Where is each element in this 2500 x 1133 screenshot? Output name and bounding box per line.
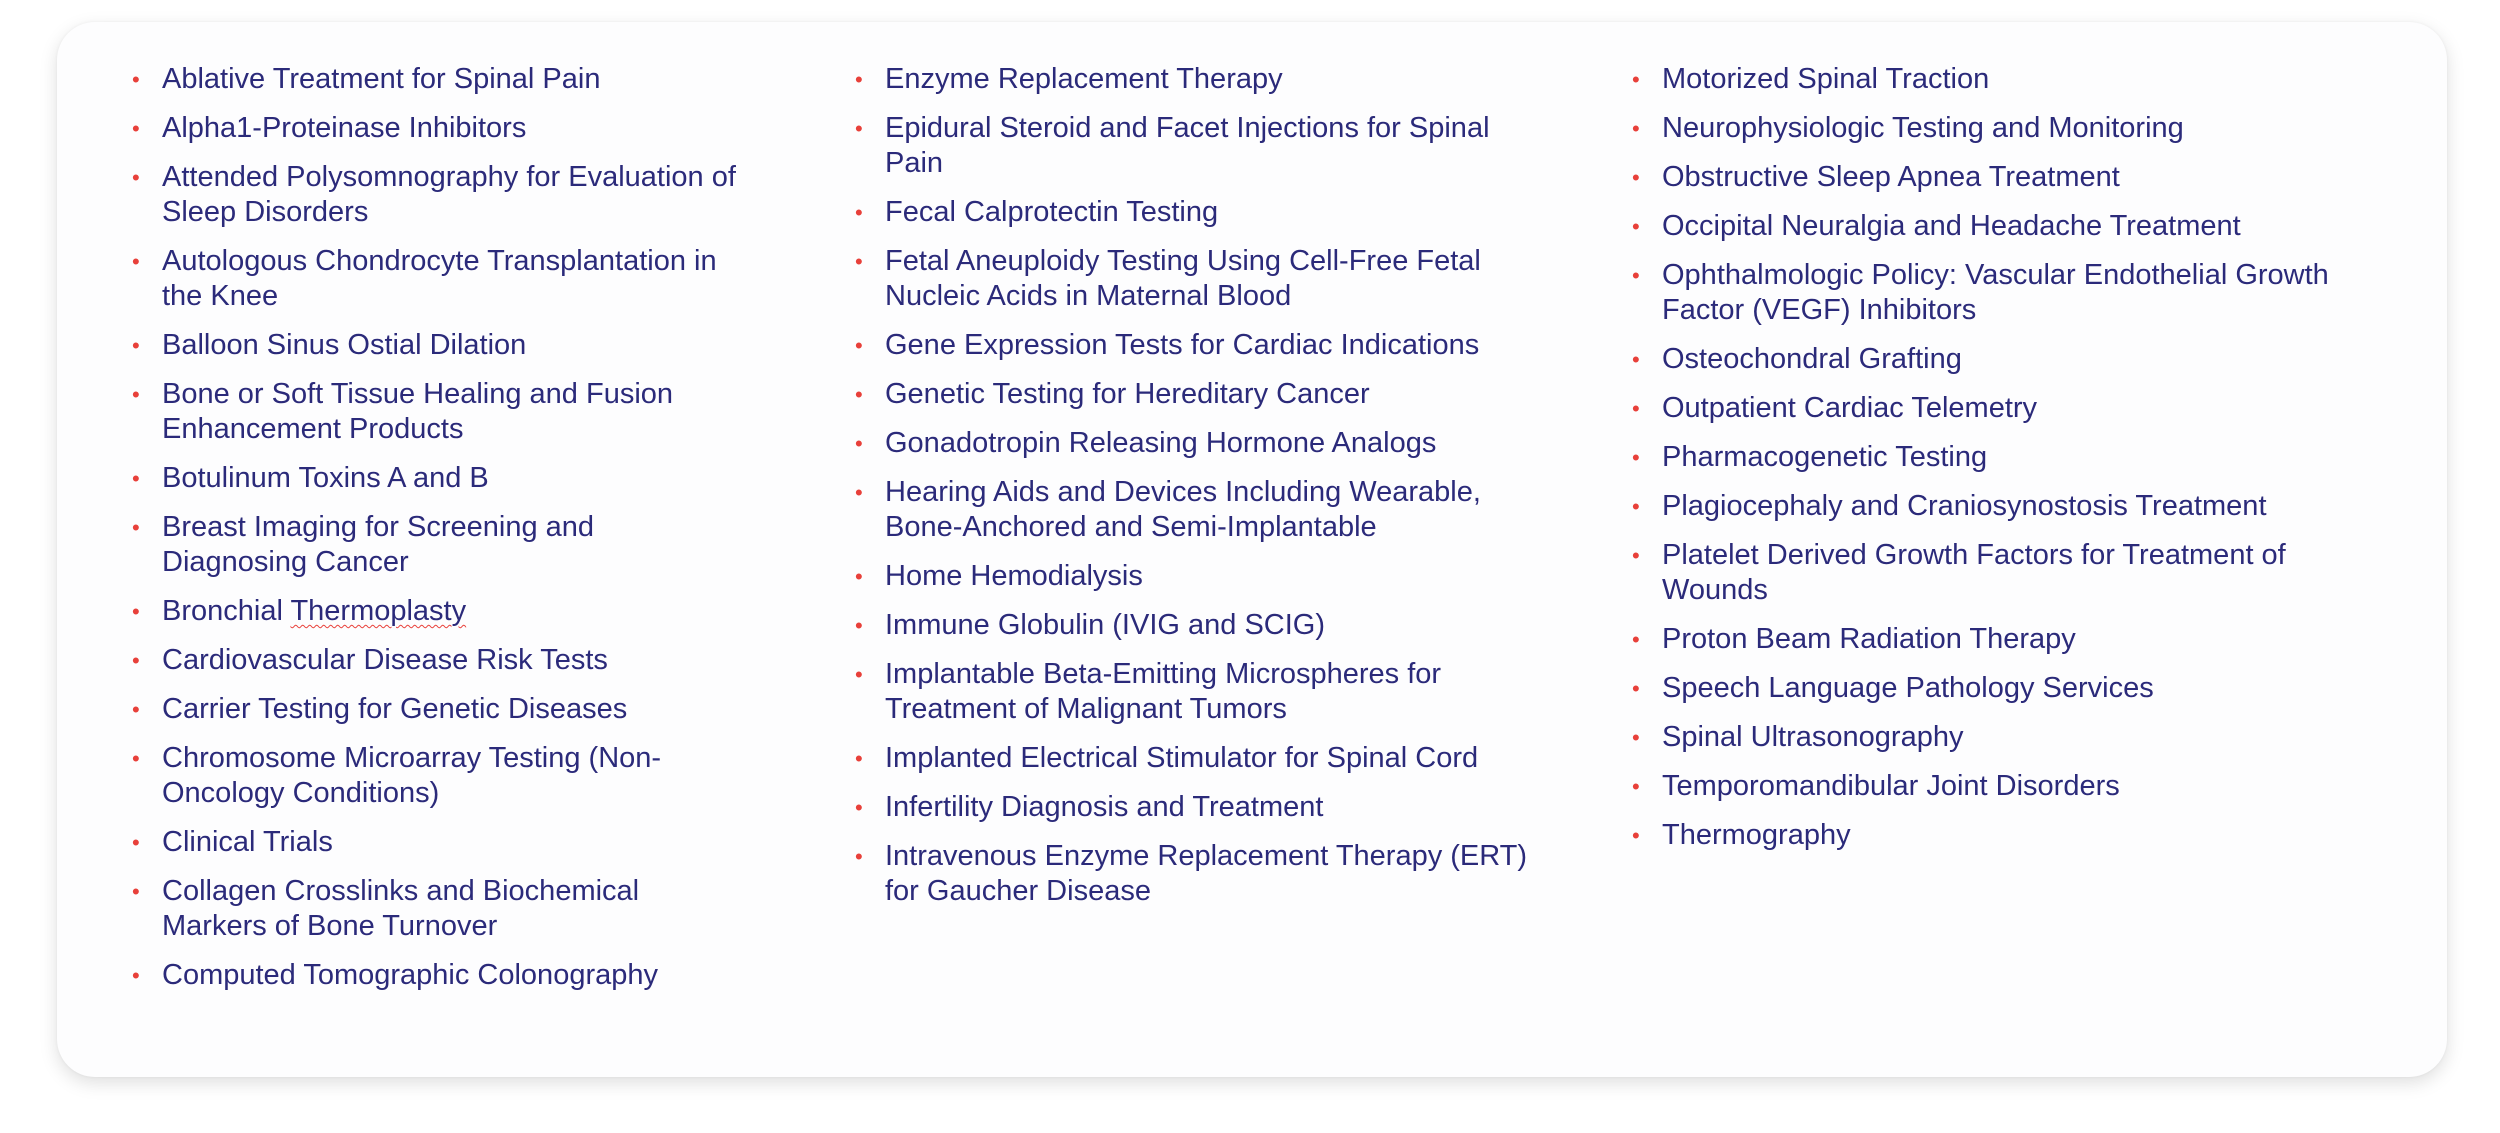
bullet-icon: • bbox=[1632, 263, 1640, 288]
policy-list-item[interactable] bbox=[132, 825, 742, 860]
policy-list-item[interactable] bbox=[132, 874, 742, 944]
bullet-icon: • bbox=[132, 963, 140, 988]
policy-link[interactable]: Autologous Chondrocyte Transplantation in the Knee bbox=[162, 245, 717, 312]
policy-list-item[interactable] bbox=[1632, 258, 2342, 328]
policy-link[interactable]: Genetic Testing for Hereditary Cancer bbox=[885, 378, 1370, 410]
policy-link[interactable]: Cardiovascular Disease Risk Tests bbox=[162, 644, 608, 676]
bullet-icon: • bbox=[855, 844, 863, 869]
policy-link[interactable]: Immune Globulin (IVIG and SCIG) bbox=[885, 609, 1325, 641]
policy-list-item[interactable] bbox=[855, 62, 1535, 97]
policy-link[interactable]: Intravenous Enzyme Replacement Therapy (ERT) for Gaucher Disease bbox=[885, 840, 1528, 907]
policy-link[interactable]: Chromosome Microarray Testing (Non-Oncology Conditions) bbox=[162, 742, 662, 809]
policy-list-card bbox=[57, 22, 2447, 1077]
policy-link[interactable]: Fetal Aneuploidy Testing Using Cell-Free Fetal Nucleic Acids in Maternal Blood bbox=[885, 245, 1481, 312]
policy-list-item[interactable] bbox=[132, 741, 742, 811]
policy-link[interactable]: Spinal Ultrasonography bbox=[1662, 721, 1964, 753]
policy-link[interactable]: Thermography bbox=[1662, 819, 1851, 851]
policy-list-item[interactable] bbox=[1632, 391, 2342, 426]
bullet-icon: • bbox=[1632, 165, 1640, 190]
policy-link[interactable]: Obstructive Sleep Apnea Treatment bbox=[1662, 161, 2120, 193]
bullet-icon: • bbox=[1632, 676, 1640, 701]
policy-link[interactable]: Bone or Soft Tissue Healing and Fusion Enhancement Products bbox=[162, 378, 674, 445]
policy-list-item[interactable] bbox=[1632, 671, 2342, 706]
policy-link[interactable]: Speech Language Pathology Services bbox=[1662, 672, 2154, 704]
bullet-icon: • bbox=[132, 599, 140, 624]
bullet-icon: • bbox=[1632, 214, 1640, 239]
bullet-icon: • bbox=[132, 830, 140, 855]
bullet-icon: • bbox=[132, 249, 140, 274]
policy-link[interactable]: Gonadotropin Releasing Hormone Analogs bbox=[885, 427, 1437, 459]
bullet-icon: • bbox=[855, 795, 863, 820]
bullet-icon: • bbox=[1632, 627, 1640, 652]
bullet-icon: • bbox=[132, 165, 140, 190]
policy-link[interactable]: Fecal Calprotectin Testing bbox=[885, 196, 1219, 228]
policy-link[interactable]: Carrier Testing for Genetic Diseases bbox=[162, 693, 628, 725]
policy-list-item[interactable] bbox=[1632, 489, 2342, 524]
bullet-icon: • bbox=[132, 382, 140, 407]
bullet-icon: • bbox=[1632, 67, 1640, 92]
policy-list-item[interactable] bbox=[1632, 111, 2342, 146]
policy-link[interactable]: Enzyme Replacement Therapy bbox=[885, 63, 1283, 95]
policy-list-item[interactable] bbox=[855, 559, 1535, 594]
policy-link[interactable]: Attended Polysomnography for Evaluation of Sleep Disorders bbox=[162, 161, 736, 228]
policy-link[interactable]: Neurophysiologic Testing and Monitoring bbox=[1662, 112, 2184, 144]
policy-list-item[interactable] bbox=[855, 426, 1535, 461]
policy-link[interactable]: Clinical Trials bbox=[162, 826, 333, 858]
bullet-icon: • bbox=[855, 431, 863, 456]
policy-list-item[interactable] bbox=[132, 643, 742, 678]
policy-link[interactable]: Balloon Sinus Ostial Dilation bbox=[162, 329, 527, 361]
policy-link[interactable]: Pharmacogenetic Testing bbox=[1662, 441, 1988, 473]
policy-list-item[interactable] bbox=[1632, 160, 2342, 195]
bullet-icon: • bbox=[855, 662, 863, 687]
policy-link[interactable]: Occipital Neuralgia and Headache Treatment bbox=[1662, 210, 2241, 242]
policy-list-item[interactable] bbox=[132, 160, 742, 230]
policy-list-item[interactable] bbox=[132, 62, 742, 97]
policy-list-item[interactable] bbox=[1632, 440, 2342, 475]
policy-list-item[interactable] bbox=[132, 244, 742, 314]
policy-list-item[interactable] bbox=[132, 111, 742, 146]
policy-column-1 bbox=[132, 62, 742, 1007]
policy-list-item[interactable] bbox=[1632, 62, 2342, 97]
policy-list-item[interactable] bbox=[132, 377, 742, 447]
bullet-icon: • bbox=[855, 382, 863, 407]
policy-link[interactable]: Ophthalmologic Policy: Vascular Endothelial Growth Factor (VEGF) Inhibitors bbox=[1662, 259, 2329, 326]
policy-link[interactable]: Breast Imaging for Screening and Diagnosing Cancer bbox=[162, 511, 595, 578]
policy-link[interactable]: Botulinum Toxins A and B bbox=[162, 462, 489, 494]
bullet-icon: • bbox=[132, 333, 140, 358]
bullet-icon: • bbox=[855, 116, 863, 141]
policy-list-item[interactable] bbox=[855, 377, 1535, 412]
policy-link[interactable]: Implantable Beta-Emitting Microspheres for Treatment of Malignant Tumors bbox=[885, 658, 1442, 725]
policy-list-item[interactable] bbox=[855, 608, 1535, 643]
bullet-icon: • bbox=[1632, 396, 1640, 421]
bullet-icon: • bbox=[1632, 823, 1640, 848]
bullet-icon: • bbox=[1632, 725, 1640, 750]
bullet-icon: • bbox=[855, 746, 863, 771]
policy-column-2 bbox=[855, 62, 1535, 923]
policy-list-item[interactable] bbox=[855, 790, 1535, 825]
policy-list-item[interactable] bbox=[855, 657, 1535, 727]
policy-list-item[interactable] bbox=[132, 594, 742, 629]
policy-list-item[interactable] bbox=[1632, 622, 2342, 657]
bullet-icon: • bbox=[855, 67, 863, 92]
policy-list-item[interactable] bbox=[1632, 769, 2342, 804]
policy-list-item[interactable] bbox=[1632, 720, 2342, 755]
policy-list-item[interactable] bbox=[132, 510, 742, 580]
policy-link[interactable]: Alpha1-Proteinase Inhibitors bbox=[162, 112, 527, 144]
policy-list-item[interactable] bbox=[855, 741, 1535, 776]
policy-link[interactable]: Ablative Treatment for Spinal Pain bbox=[162, 63, 601, 95]
policy-list-item[interactable] bbox=[855, 475, 1535, 545]
policy-link[interactable]: Plagiocephaly and Craniosynostosis Treatment bbox=[1662, 490, 2267, 522]
policy-link[interactable]: Proton Beam Radiation Therapy bbox=[1662, 623, 2076, 655]
policy-link[interactable]: Collagen Crosslinks and Biochemical Markers of Bone Turnover bbox=[162, 875, 640, 942]
policy-list-item[interactable] bbox=[855, 244, 1535, 314]
policy-list-item[interactable] bbox=[1632, 209, 2342, 244]
bullet-icon: • bbox=[855, 613, 863, 638]
bullet-icon: • bbox=[855, 249, 863, 274]
policy-link[interactable]: Home Hemodialysis bbox=[885, 560, 1143, 592]
policy-link[interactable]: Hearing Aids and Devices Including Wearable, Bone-Anchored and Semi-Implantable bbox=[885, 476, 1481, 543]
bullet-icon: • bbox=[1632, 116, 1640, 141]
bullet-icon: • bbox=[132, 116, 140, 141]
policy-link[interactable]: Motorized Spinal Traction bbox=[1662, 63, 1990, 95]
policy-list-item[interactable] bbox=[855, 839, 1535, 909]
bullet-icon: • bbox=[132, 515, 140, 540]
bullet-icon: • bbox=[855, 480, 863, 505]
bullet-icon: • bbox=[855, 200, 863, 225]
policy-link[interactable]: Infertility Diagnosis and Treatment bbox=[885, 791, 1324, 823]
policy-link[interactable]: Temporomandibular Joint Disorders bbox=[1662, 770, 2120, 802]
policy-list-item[interactable] bbox=[132, 461, 742, 496]
bullet-icon: • bbox=[1632, 774, 1640, 799]
bullet-icon: • bbox=[132, 648, 140, 673]
policy-link[interactable]: Platelet Derived Growth Factors for Treatment of Wounds bbox=[1662, 539, 2286, 606]
policy-list-item[interactable] bbox=[855, 195, 1535, 230]
policy-list-item[interactable] bbox=[132, 692, 742, 727]
policy-link[interactable]: Implanted Electrical Stimulator for Spinal Cord bbox=[885, 742, 1479, 774]
bullet-icon: • bbox=[1632, 347, 1640, 372]
policy-link[interactable]: Bronchial Thermoplasty bbox=[162, 595, 467, 627]
policy-column-3 bbox=[1632, 62, 2342, 867]
policy-list-item[interactable] bbox=[1632, 342, 2342, 377]
policy-list-item[interactable] bbox=[855, 111, 1535, 181]
policy-list-item[interactable] bbox=[855, 328, 1535, 363]
bullet-icon: • bbox=[1632, 445, 1640, 470]
policy-link[interactable]: Epidural Steroid and Facet Injections for Spinal Pain bbox=[885, 112, 1490, 179]
policy-list-item[interactable] bbox=[1632, 818, 2342, 853]
policy-list-item[interactable] bbox=[132, 958, 742, 993]
policy-link[interactable]: Gene Expression Tests for Cardiac Indications bbox=[885, 329, 1480, 361]
bullet-icon: • bbox=[855, 333, 863, 358]
policy-link[interactable]: Osteochondral Grafting bbox=[1662, 343, 1962, 375]
bullet-icon: • bbox=[132, 466, 140, 491]
bullet-icon: • bbox=[132, 697, 140, 722]
policy-link[interactable]: Computed Tomographic Colonography bbox=[162, 959, 658, 991]
policy-link[interactable]: Outpatient Cardiac Telemetry bbox=[1662, 392, 2038, 424]
bullet-icon: • bbox=[855, 564, 863, 589]
bullet-icon: • bbox=[132, 67, 140, 92]
bullet-icon: • bbox=[132, 746, 140, 771]
policy-list-item[interactable] bbox=[1632, 538, 2342, 608]
bullet-icon: • bbox=[1632, 494, 1640, 519]
bullet-icon: • bbox=[1632, 543, 1640, 568]
bullet-icon: • bbox=[132, 879, 140, 904]
policy-list-item[interactable] bbox=[132, 328, 742, 363]
